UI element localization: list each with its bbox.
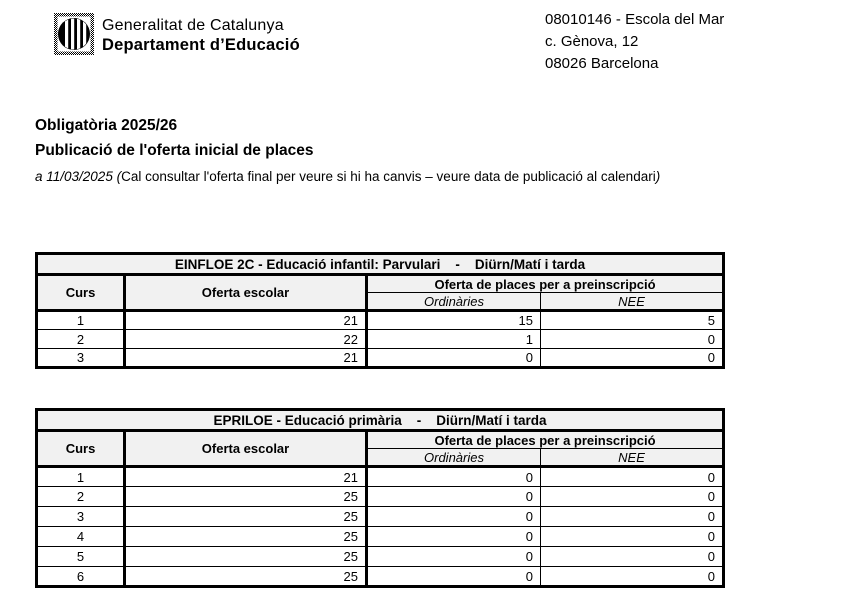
table-row: [37, 311, 724, 330]
cell-curs: 5: [37, 547, 125, 567]
col-header-ordinaries: Ordinàries: [367, 293, 541, 311]
cell-oferta-escolar: 25: [125, 527, 367, 547]
cell-ordinaries: 0: [367, 487, 541, 507]
cell-nee: 0: [541, 330, 724, 349]
cell-ordinaries: 0: [367, 567, 541, 587]
cell-nee: 0: [541, 467, 724, 487]
col-header-curs: Curs: [37, 275, 125, 311]
table-title-row: [37, 410, 724, 431]
col-header-oferta-escolar: Oferta escolar: [125, 275, 367, 311]
cell-ordinaries: 0: [367, 349, 541, 368]
col-header-nee: NEE: [541, 449, 724, 467]
offer-table-infantil: [35, 252, 725, 369]
table-row: [37, 547, 724, 567]
doc-note-close: ): [655, 169, 661, 184]
doc-note: [35, 169, 660, 184]
cell-curs: 2: [37, 330, 125, 349]
table-row: [37, 507, 724, 527]
generalitat-logo-icon: [54, 13, 94, 60]
cell-nee: 0: [541, 527, 724, 547]
cell-nee: 5: [541, 311, 724, 330]
cell-curs: 1: [37, 467, 125, 487]
table-title: EPRILOE - Educació primària - Diürn/Matí i tarda: [37, 410, 724, 431]
cell-oferta-escolar: 25: [125, 487, 367, 507]
cell-oferta-escolar: 21: [125, 467, 367, 487]
org-name-line1: Generalitat de Catalunya: [102, 17, 284, 34]
cell-nee: 0: [541, 507, 724, 527]
cell-ordinaries: 0: [367, 527, 541, 547]
cell-curs: 1: [37, 311, 125, 330]
col-header-oferta-escolar: Oferta escolar: [125, 431, 367, 467]
cell-oferta-escolar: 25: [125, 567, 367, 587]
cell-ordinaries: 0: [367, 467, 541, 487]
cell-curs: 4: [37, 527, 125, 547]
school-street: c. Gènova, 12: [545, 33, 639, 50]
cell-oferta-escolar: 22: [125, 330, 367, 349]
cell-oferta-escolar: 25: [125, 547, 367, 567]
doc-title-publication: Publicació de l'oferta inicial de places: [35, 142, 314, 159]
cell-ordinaries: 15: [367, 311, 541, 330]
cell-curs: 6: [37, 567, 125, 587]
table-row: [37, 567, 724, 587]
org-name-line2: Departament d’Educació: [102, 35, 300, 54]
cell-nee: 0: [541, 349, 724, 368]
cell-nee: 0: [541, 487, 724, 507]
col-header-preinscripcio-group: Oferta de places per a preinscripció: [367, 275, 724, 293]
cell-nee: 0: [541, 567, 724, 587]
table-row: [37, 487, 724, 507]
doc-note-date: a 11/03/2025 (: [35, 169, 122, 184]
col-header-preinscripcio-group: Oferta de places per a preinscripció: [367, 431, 724, 449]
table-header-row: [37, 431, 724, 449]
doc-title-stage: Obligatòria 2025/26: [35, 117, 178, 134]
school-city: 08026 Barcelona: [545, 55, 659, 72]
table-title-row: [37, 254, 724, 275]
table-row: [37, 527, 724, 547]
cell-ordinaries: 0: [367, 547, 541, 567]
cell-oferta-escolar: 21: [125, 349, 367, 368]
school-code-name: 08010146 - Escola del Mar: [545, 11, 725, 28]
cell-oferta-escolar: 21: [125, 311, 367, 330]
cell-curs: 3: [37, 349, 125, 368]
offer-table-primaria: [35, 408, 725, 588]
doc-note-body: Cal consultar l'oferta final per veure si hi ha canvis – veure data de publicació al calendari: [121, 169, 656, 184]
table-header-row: [37, 275, 724, 293]
col-header-nee: NEE: [541, 293, 724, 311]
cell-ordinaries: 0: [367, 507, 541, 527]
table-title: EINFLOE 2C - Educació infantil: Parvulari - Diürn/Matí i tarda: [37, 254, 724, 275]
cell-ordinaries: 1: [367, 330, 541, 349]
school-address-block: [545, 9, 724, 75]
table-row: [37, 349, 724, 368]
cell-oferta-escolar: 25: [125, 507, 367, 527]
table-row: [37, 330, 724, 349]
cell-curs: 2: [37, 487, 125, 507]
org-name-block: [102, 17, 300, 55]
col-header-curs: Curs: [37, 431, 125, 467]
cell-nee: 0: [541, 547, 724, 567]
cell-curs: 3: [37, 507, 125, 527]
table-row: [37, 467, 724, 487]
col-header-ordinaries: Ordinàries: [367, 449, 541, 467]
